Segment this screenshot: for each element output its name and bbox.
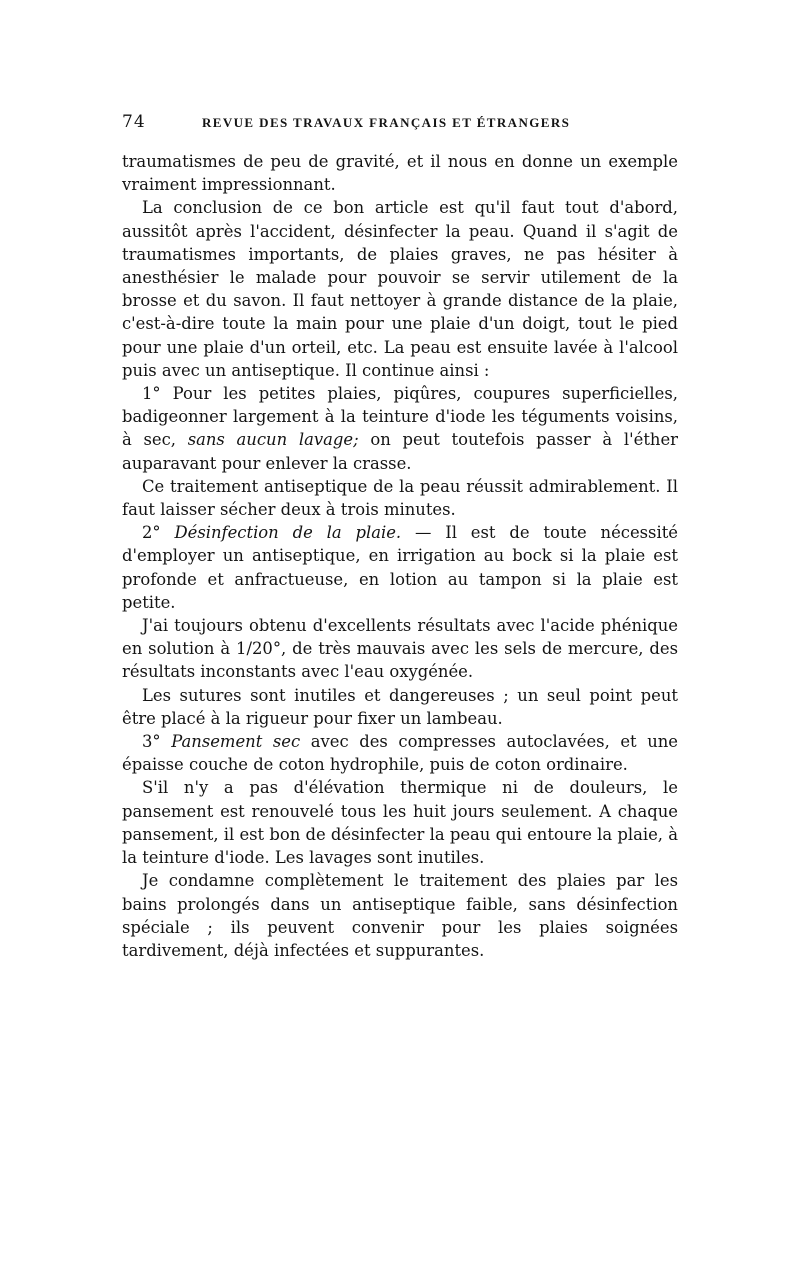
step-1-text-a: 1° Pour les petites plaies, piqûres, coupures superficielles, badigeonner largement à la teinture d'iode les téguments voisins, à sec,: [122, 384, 678, 450]
step-3-italic: Pansement sec: [171, 732, 301, 752]
step-2-italic: Désinfection de la plaie.: [174, 523, 402, 543]
step-1-text-b: on peut toutefois passer à l'éther auparavant pour enlever la crasse.: [122, 430, 678, 473]
paragraph-step-1: [122, 382, 678, 475]
paragraph-condemn: Je condamne complètement le traitement des plaies par les bains prolongés dans un antiseptique faible, sans désinfection spéciale ; ils peuvent convenir pour les plaies soignées tardivement, déjà infectées et suppurantes.: [122, 871, 678, 960]
paragraph-results: J'ai toujours obtenu d'excellents résultats avec l'acide phénique en solution à 1/20°, de très mauvais avec les sels de mercure, des résultats inconstants avec l'eau oxygénée.: [122, 616, 678, 682]
paragraph-conclusion: La conclusion de ce bon article est qu'il faut tout d'abord, aussitôt après l'accident, désinfecter la peau. Quand il s'agit de traumatismes importants, de plaies graves, ne pas hésiter à anesthésier le malade pour pouvoir se servir utilement de la brosse et du savon. Il faut nettoyer à grande distance de la plaie, c'est-à-dire toute la main pour une plaie d'un doigt, tout le pied pour une plaie d'un orteil, etc. La peau est ensuite lavée à l'alcool puis avec un antiseptique. Il continue ainsi :: [122, 198, 678, 380]
paragraph-dressing: S'il n'y a pas d'élévation thermique ni de douleurs, le pansement est renouvelé tous les huit jours seulement. A chaque pansement, il est bon de désinfecter la peau qui entoure la plaie, à la teinture d'iode. Les lavages sont inutiles.: [122, 778, 678, 868]
running-head: REVUE DES TRAVAUX FRANÇAIS ET ÉTRANGERS: [202, 115, 571, 130]
document-page: [122, 112, 678, 962]
step-1-italic: sans aucun lavage;: [187, 430, 359, 450]
step-3-text-a: 3°: [142, 732, 172, 752]
step-3-text-b: avec des compresses autoclavées, et une épaisse couche de coton hydrophile, puis de coton ordinaire.: [122, 732, 679, 775]
page-number: 74: [122, 112, 146, 132]
step-2-text-a: 2°: [142, 523, 175, 543]
body-text: [122, 150, 678, 962]
paragraph-skin-treatment: Ce traitement antiseptique de la peau réussit admirablement. Il faut laisser sécher deux à trois minutes.: [122, 476, 678, 520]
page-header: [122, 112, 678, 142]
step-2-text-b: — Il est de toute nécessité d'employer un antiseptique, en irrigation au bock si la plaie est profonde et anfractueuse, en lotion au tampon si la plaie est petite.: [122, 523, 678, 612]
paragraph-sutures: Les sutures sont inutiles et dangereuses ; un seul point peut être placé à la rigueur pour fixer un lambeau.: [122, 685, 678, 728]
paragraph-step-3: [122, 730, 678, 776]
paragraph-continuation: traumatismes de peu de gravité, et il nous en donne un exemple vraiment impressionnant.: [122, 152, 678, 195]
paragraph-step-2: [122, 521, 678, 614]
